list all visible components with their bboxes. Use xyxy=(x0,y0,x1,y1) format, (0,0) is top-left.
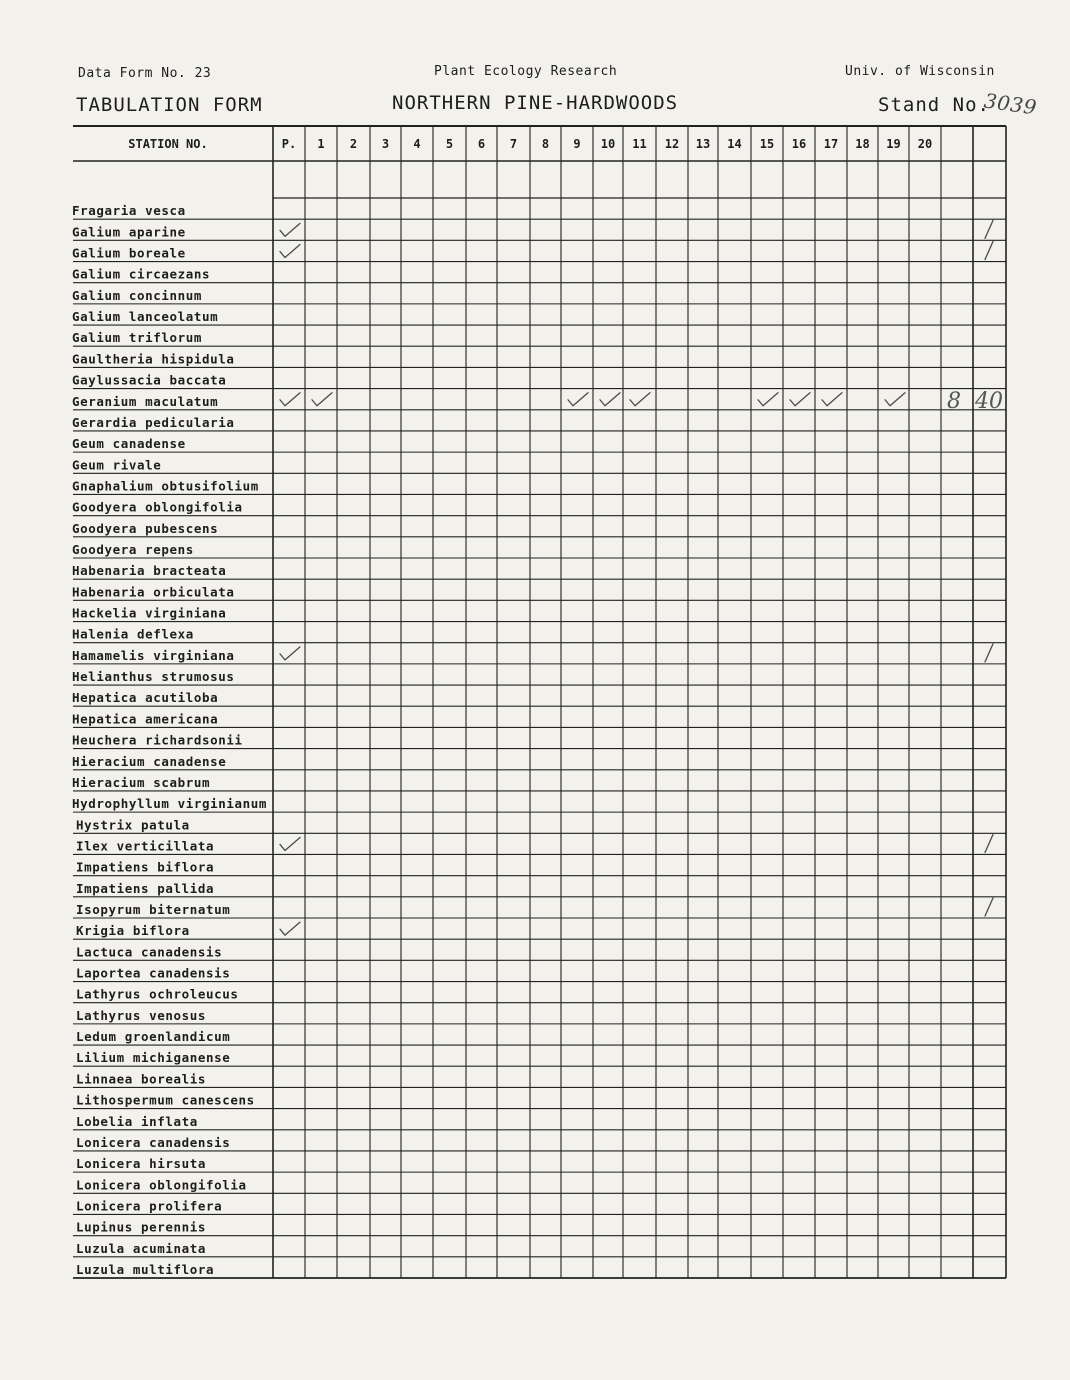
community-title: NORTHERN PINE-HARDWOODS xyxy=(392,92,679,114)
species-name: Gerardia pedicularia xyxy=(72,414,235,430)
species-name: Lithospermum canescens xyxy=(76,1092,255,1108)
column-header: 7 xyxy=(509,137,518,151)
check-mark xyxy=(280,223,300,236)
species-name: Hepatica americana xyxy=(72,711,219,727)
species-name: Linnaea borealis xyxy=(76,1071,207,1087)
check-mark xyxy=(280,393,300,406)
tally-mark xyxy=(985,834,993,852)
column-header: 13 xyxy=(695,137,711,151)
form-title: TABULATION FORM xyxy=(76,94,263,116)
species-name: Gnaphalium obtusifolium xyxy=(72,478,259,494)
species-name: Lathyrus venosus xyxy=(76,1007,207,1023)
species-name: Hieracium canadense xyxy=(72,753,227,769)
column-header: P. xyxy=(281,137,297,151)
species-name: Lonicera canadensis xyxy=(76,1134,231,1150)
column-header: 20 xyxy=(917,137,933,151)
species-name: Lonicera prolifera xyxy=(76,1198,223,1214)
species-name: Galium triflorum xyxy=(72,330,203,346)
species-name: Gaylussacia baccata xyxy=(72,372,227,388)
species-name: Lathyrus ochroleucus xyxy=(76,986,239,1002)
tally-mark xyxy=(985,220,993,238)
column-header: 3 xyxy=(381,137,390,151)
species-name: Isopyrum biternatum xyxy=(76,902,231,917)
check-mark xyxy=(885,393,905,406)
tally-mark xyxy=(985,898,993,916)
species-name: Geum canadense xyxy=(72,436,186,452)
species-name: Hackelia virginiana xyxy=(72,605,227,621)
column-header: 18 xyxy=(855,137,870,151)
column-header: 14 xyxy=(727,137,742,151)
species-name: Lonicera oblongifolia xyxy=(76,1177,247,1193)
column-header: 11 xyxy=(632,137,647,151)
species-name: Lobelia inflata xyxy=(76,1113,198,1129)
column-header: 12 xyxy=(664,137,680,151)
species-name: Heuchera richardsonii xyxy=(72,732,243,748)
species-name: Galium circaezans xyxy=(72,266,211,282)
check-mark xyxy=(280,837,300,850)
tally-mark xyxy=(985,644,993,662)
column-header: 15 xyxy=(759,137,775,151)
species-name: Laportea canadensis xyxy=(76,965,231,981)
check-mark xyxy=(280,245,300,258)
column-header: 4 xyxy=(413,137,421,151)
species-name: Habenaria bracteata xyxy=(72,563,227,579)
tally-mark xyxy=(985,242,993,260)
station-label: STATION NO. xyxy=(128,137,208,151)
check-mark xyxy=(790,393,810,406)
column-header: 10 xyxy=(600,137,616,151)
column-header: 2 xyxy=(349,137,358,151)
stand-number: 3039 xyxy=(982,88,1039,120)
species-name: Lactuca canadensis xyxy=(76,944,223,960)
species-name: Hamamelis virginiana xyxy=(72,647,235,663)
check-mark xyxy=(568,393,588,406)
species-name: Luzula acuminata xyxy=(76,1240,207,1256)
species-name: Helianthus strumosus xyxy=(72,669,235,685)
species-name: Gaultheria hispidula xyxy=(72,351,235,367)
check-mark xyxy=(280,647,300,660)
check-mark xyxy=(758,393,778,406)
tally-count: 8 xyxy=(947,388,961,414)
species-name: Hepatica acutiloba xyxy=(72,690,219,706)
species-name: Habenaria orbiculata xyxy=(72,584,235,600)
species-name: Galium boreale xyxy=(72,245,186,261)
species-name: Lilium michiganense xyxy=(76,1050,231,1066)
species-name: Luzula multiflora xyxy=(76,1262,215,1277)
species-name: Ilex verticillata xyxy=(76,838,215,854)
column-header: 9 xyxy=(573,137,581,151)
tally-total: 40 xyxy=(975,388,1003,414)
column-header: 1 xyxy=(317,137,325,151)
species-name: Hystrix patula xyxy=(76,817,190,833)
species-name: Geum rivale xyxy=(72,457,162,473)
check-mark xyxy=(312,393,332,406)
species-name: Geranium maculatum xyxy=(72,393,219,409)
species-name: Hydrophyllum virginianum xyxy=(72,796,268,812)
column-header: 16 xyxy=(791,137,807,151)
species-name: Goodyera repens xyxy=(72,542,194,557)
research-title: Plant Ecology Research xyxy=(434,64,618,79)
column-header: 19 xyxy=(886,137,901,151)
column-header: 8 xyxy=(541,137,550,151)
column-header: 6 xyxy=(477,137,486,151)
column-header: 17 xyxy=(823,137,839,151)
check-mark xyxy=(600,393,620,406)
check-mark xyxy=(280,922,300,935)
species-name: Ledum groenlandicum xyxy=(76,1029,231,1045)
species-name: Goodyera pubescens xyxy=(72,520,219,536)
species-name: Galium aparine xyxy=(72,224,186,240)
university-name: Univ. of Wisconsin xyxy=(845,64,995,79)
check-mark xyxy=(822,393,842,406)
species-name: Fragaria vesca xyxy=(72,203,186,219)
species-name: Hieracium scabrum xyxy=(72,774,211,790)
species-name: Lupinus perennis xyxy=(76,1219,207,1235)
column-header: 5 xyxy=(445,137,454,151)
form-number: Data Form No. 23 xyxy=(78,66,212,81)
species-name: Lonicera hirsuta xyxy=(76,1156,207,1172)
species-name: Goodyera oblongifolia xyxy=(72,499,243,515)
species-name: Halenia deflexa xyxy=(72,626,194,642)
check-mark xyxy=(630,393,650,406)
species-name: Impatiens pallida xyxy=(76,880,215,896)
species-name: Krigia biflora xyxy=(76,923,190,939)
species-name: Impatiens biflora xyxy=(76,859,215,875)
species-name: Galium concinnum xyxy=(72,287,203,303)
species-name: Galium lanceolatum xyxy=(72,309,219,325)
stand-label: Stand No. xyxy=(878,94,990,116)
